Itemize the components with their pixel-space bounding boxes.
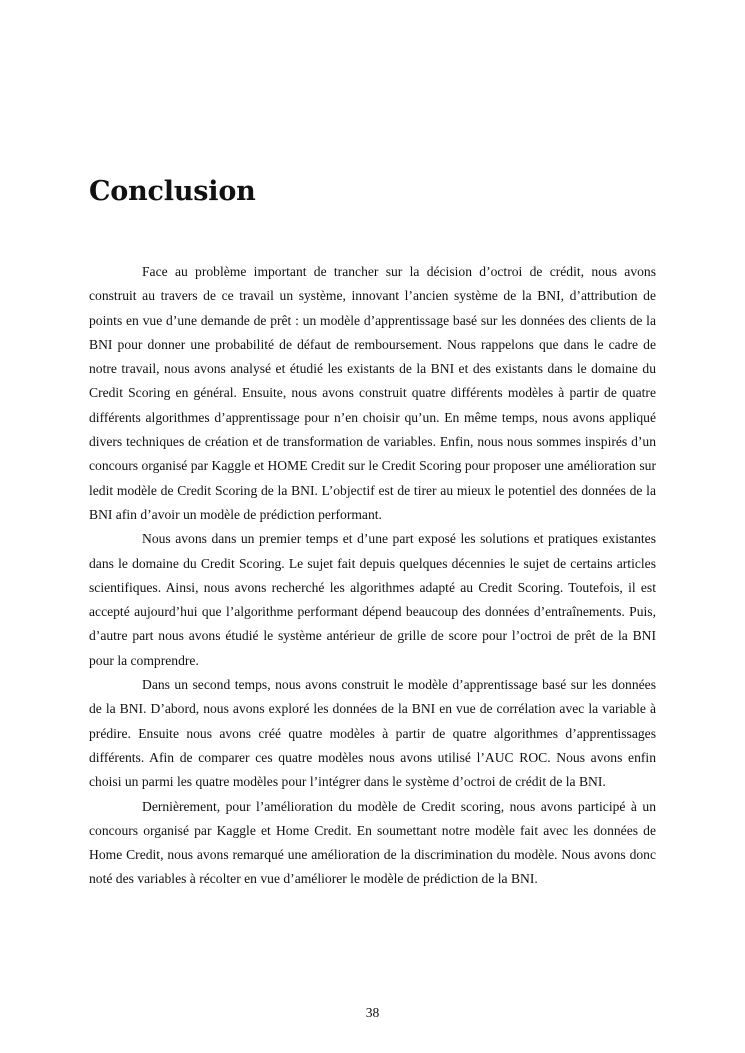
chapter-title: Conclusion [89,176,256,207]
paragraph-model-construction: Dans un second temps, nous avons construit le modèle d’apprentissage basé sur les données de la BNI. D’abord, nous avons exploré les données de la BNI en vue de corrélation avec la variable à prédire. Ensuite nous avons créé quatre modèles à partir de quatre algorithmes d’apprentissages différents. Afin de comparer ces quatre modèles nous avons utilisé l’AUC ROC. Nous avons enfin choisi un parmi les quatre modèles pour l’intégrer dans le système d’octroi de crédit de la BNI. [89,677,656,790]
paragraph-improvement: Dernièrement, pour l’amélioration du modèle de Credit scoring, nous avons participé à un concours organisé par Kaggle et Home Credit. En soumettant notre modèle fait avec les données de Home Credit, nous avons remarqué une amélioration de la discrimination du modèle. Nous avons donc noté des variables à récolter en vue d’améliorer le modèle de prédiction de la BNI. [89,798,656,887]
conclusion-body [89,260,656,892]
paragraph-state-of-the-art: Nous avons dans un premier temps et d’une part exposé les solutions et pratiques existantes dans le domaine du Credit Scoring. Le sujet fait depuis quelques décennies le sujet de certains articles scientifiques. Ainsi, nous avons recherché les algorithmes adapté au Credit Scoring. Toutefois, il est accepté aujourd’hui que l’algorithme performant dépend beaucoup des données d’entraînements. Puis, d’autre part nous avons étudié le système antérieur de grille de score pour l’octroi de prêt de la BNI pour la comprendre. [89,531,656,668]
paragraph-introduction: Face au problème important de trancher sur la décision d’octroi de crédit, nous avons construit au travers de ce travail un système, innovant l’ancien système de la BNI, d’attribution de points en vue d’une demande de prêt : un modèle d’apprentissage basé sur les données des clients de la BNI pour donner une probabilité de défaut de remboursement. Nous rappelons que dans le cadre de notre travail, nous avons analysé et étudié les existants de la BNI et des existants dans le domaine du Credit Scoring en général. Ensuite, nous avons construit quatre différents modèles à partir de quatre différents algorithmes d’apprentissage pour n’en choisir qu’un. En même temps, nous avons appliqué divers techniques de création et de transformation de variables. Enfin, nous nous sommes inspirés d’un concours organisé par Kaggle et HOME Credit sur le Credit Scoring pour proposer une amélioration sur ledit modèle de Credit Scoring de la BNI. L’objectif est de tirer au mieux le potentiel des données de la BNI afin d’avoir un modèle de prédiction performant. [89,264,656,522]
page-number: 38 [365,1005,380,1020]
